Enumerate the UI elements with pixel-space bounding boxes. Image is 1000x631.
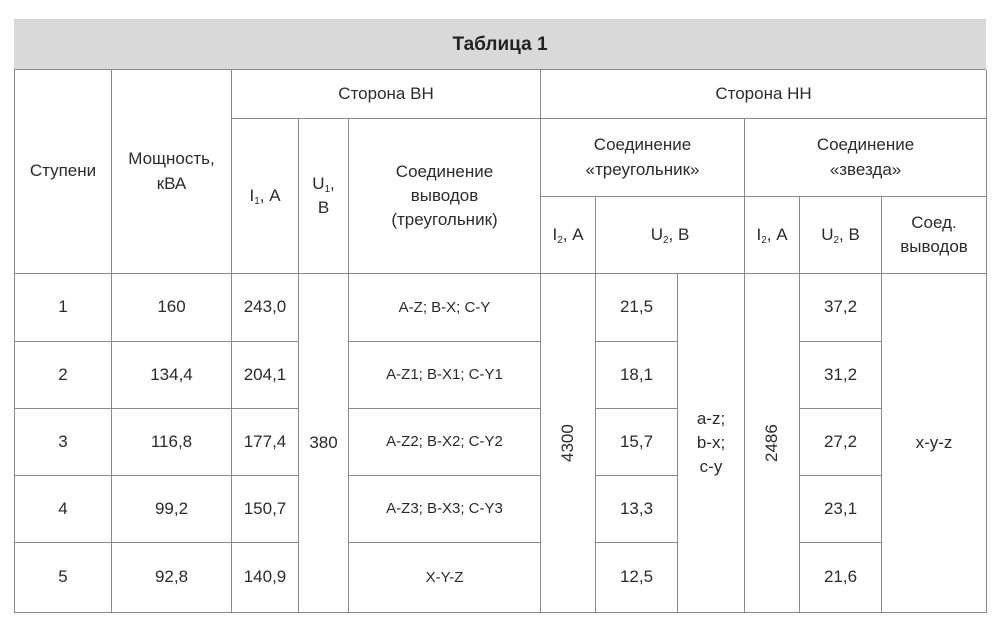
cell-u2-delta: 15,7 [596,409,678,476]
cell-u2-star: 21,6 [800,543,882,613]
cell-delta-conn-merged: a-z; b-x; c-y [678,274,745,613]
cell-stage: 4 [15,476,112,543]
cell-power: 99,2 [112,476,232,543]
cell-i2-star-merged: 2486 [745,274,800,613]
cell-hv-connection: A-Z3; B-X3; C-Y3 [349,476,541,543]
cell-u2-star: 27,2 [800,409,882,476]
cell-stage: 5 [15,543,112,613]
header-delta-connection: Соединение «треугольник» [541,119,745,197]
header-lv-side: Сторона НН [541,70,987,119]
transformer-table [14,70,987,613]
cell-i1: 243,0 [232,274,299,342]
header-star-connection: Соединение «звезда» [745,119,987,197]
cell-hv-connection: A-Z1; B-X1; C-Y1 [349,342,541,409]
cell-i1: 177,4 [232,409,299,476]
cell-u2-star: 31,2 [800,342,882,409]
header-row-1 [15,70,987,119]
table-title: Таблица 1 [14,19,986,70]
table-row [15,543,987,613]
cell-i1: 204,1 [232,342,299,409]
cell-power: 92,8 [112,543,232,613]
cell-stage: 1 [15,274,112,342]
cell-u1-merged: 380 [299,274,349,613]
header-power: Мощность, кВА [112,70,232,274]
header-hv-connection: Соединение выводов (треугольник) [349,119,541,274]
header-star-conn-short: Соед. выводов [882,197,987,274]
header-u1: $U_1$, В [299,119,349,274]
header-u2-star: $U_2$, В [800,197,882,274]
cell-u2-delta: 18,1 [596,342,678,409]
cell-stage: 2 [15,342,112,409]
cell-star-conn-merged: x-y-z [882,274,987,613]
cell-stage: 3 [15,409,112,476]
table-row [15,409,987,476]
cell-i1: 150,7 [232,476,299,543]
cell-u2-star: 37,2 [800,274,882,342]
cell-i1: 140,9 [232,543,299,613]
header-hv-side: Сторона ВН [232,70,541,119]
cell-hv-connection: A-Z2; B-X2; C-Y2 [349,409,541,476]
cell-power: 160 [112,274,232,342]
cell-i2-delta-merged: 4300 [541,274,596,613]
header-u2-delta: $U_2$, В [596,197,745,274]
cell-u2-delta: 21,5 [596,274,678,342]
header-i1: $I_1$, А [232,119,299,274]
table-row [15,476,987,543]
header-stages: Ступени [15,70,112,274]
table-row [15,274,987,342]
header-i2-star: $I_2$, А [745,197,800,274]
cell-u2-star: 23,1 [800,476,882,543]
cell-power: 116,8 [112,409,232,476]
table-row [15,342,987,409]
header-i2-delta: $I_2$, А [541,197,596,274]
cell-u2-delta: 12,5 [596,543,678,613]
cell-u2-delta: 13,3 [596,476,678,543]
cell-hv-connection: X-Y-Z [349,543,541,613]
cell-power: 134,4 [112,342,232,409]
cell-hv-connection: A-Z; B-X; C-Y [349,274,541,342]
